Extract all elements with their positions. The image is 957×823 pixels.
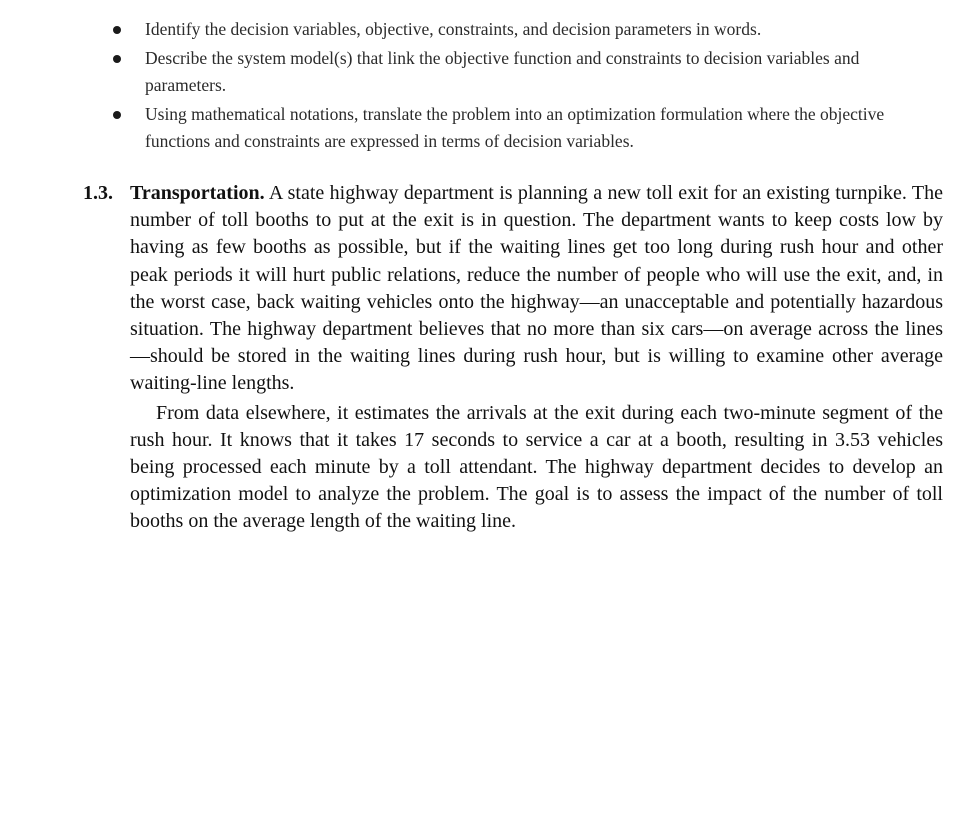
problem-text-1: A state highway department is planning a new toll exit for an existing turnpike. The number of toll booths to put at the exit is in question. The department wants to keep costs low by having as few booths as possible, but if the waiting lines get too long during rush hour and other peak periods it will hurt public relations, reduce the number of people who will use the exit, and, in the worst case, back waiting vehicles onto the highway—an unacceptable and potentially hazardous situation. The highway department believes that no more than six cars—on average across the lines—should be stored in the waiting lines during rush hour, but is willing to examine other average waiting-line lengths. bbox=[130, 182, 943, 395]
list-item bbox=[0, 45, 957, 99]
problem-text-2: From data elsewhere, it estimates the arrivals at the exit during each two-minute segment of the rush hour. It knows that it takes 17 seconds to service a car at a booth, resulting in 3.53 vehicles being processed each minute by a toll attendant. The highway department decides to develop an optimization model to analyze the problem. The goal is to assess the impact of the number of toll booths on the average length of the waiting line. bbox=[130, 401, 943, 533]
list-item bbox=[0, 101, 957, 155]
bullet-icon bbox=[113, 55, 121, 63]
list-item-text: Identify the decision variables, objective, constraints, and decision parameters in words. bbox=[145, 19, 762, 39]
problem-paragraph-2 bbox=[83, 400, 943, 536]
list-item-text: Using mathematical notations, translate the problem into an optimization formulation where the objective functions and constraints are expressed in terms of decision variables. bbox=[145, 104, 885, 151]
list-item-text: Describe the system model(s) that link the objective function and constraints to decision variables and parameters. bbox=[145, 48, 860, 95]
list-item bbox=[0, 16, 957, 43]
bullet-icon bbox=[113, 111, 121, 119]
instruction-list bbox=[0, 16, 957, 157]
problem-number: 1.3. bbox=[83, 182, 113, 204]
bullet-icon bbox=[113, 26, 121, 34]
problem-paragraph-1 bbox=[83, 180, 943, 398]
problem-heading: Transportation. bbox=[130, 182, 265, 204]
problem-block bbox=[83, 180, 943, 536]
